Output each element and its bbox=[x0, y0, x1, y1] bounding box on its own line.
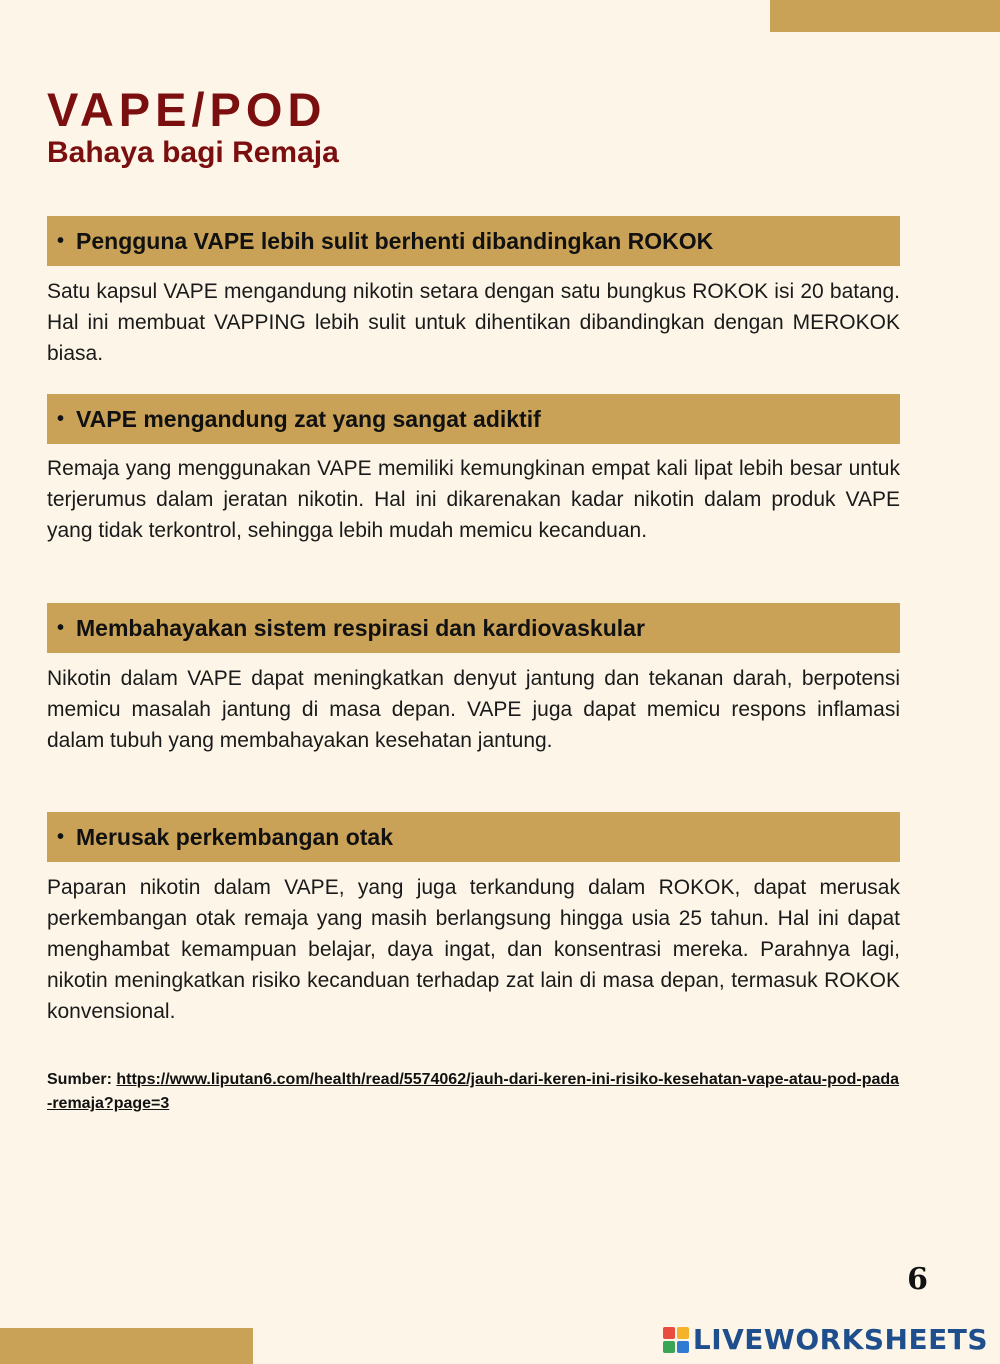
page-number: 6 bbox=[907, 1262, 928, 1297]
section-heading: VAPE mengandung zat yang sangat adiktif bbox=[76, 405, 541, 432]
section-heading: Merusak perkembangan otak bbox=[76, 823, 394, 850]
bullet-icon: • bbox=[57, 407, 65, 430]
section-header-1 bbox=[47, 216, 900, 266]
page-title: VAPE/POD bbox=[47, 83, 327, 136]
bullet-icon: • bbox=[57, 229, 65, 252]
section-heading: Membahayakan sistem respirasi dan kardiovaskular bbox=[76, 614, 645, 641]
section-body-3: Nikotin dalam VAPE dapat meningkatkan denyut jantung dan tekanan darah, berpotensi memicu masalah jantung di masa depan. VAPE juga dapat memicu respons inflamasi dalam tubuh yang membahayakan kesehatan jantung. bbox=[47, 667, 900, 752]
section-header-4 bbox=[47, 812, 900, 862]
source-label: Sumber: bbox=[47, 1071, 112, 1088]
bullet-icon: • bbox=[57, 616, 65, 639]
top-corner-bar bbox=[770, 0, 1000, 32]
page-subtitle: Bahaya bagi Remaja bbox=[47, 136, 339, 169]
bottom-corner-bar bbox=[0, 1328, 253, 1364]
brand-name: LIVEWORKSHEETS bbox=[692, 1323, 988, 1356]
section-header-3 bbox=[47, 603, 900, 653]
title-block bbox=[47, 84, 339, 170]
liveworksheets-icon bbox=[663, 1327, 689, 1353]
source-citation bbox=[47, 1068, 900, 1116]
section-body-4: Paparan nikotin dalam VAPE, yang juga terkandung dalam ROKOK, dapat merusak perkembangan otak remaja yang masih berlangsung hingga usia 25 tahun. Hal ini dapat menghambat kemampuan belajar, daya ingat, dan konsentrasi mereka. Parahnya lagi, nikotin meningkatkan risiko kecanduan terhadap zat lain di masa depan, termasuk ROKOK konvensional. bbox=[47, 876, 900, 1023]
section-body-1: Satu kapsul VAPE mengandung nikotin setara dengan satu bungkus ROKOK isi 20 batang. Hal ini membuat VAPPING lebih sulit untuk dihentikan dibandingkan dengan MEROKOK biasa. bbox=[47, 280, 900, 365]
liveworksheets-logo[interactable] bbox=[663, 1323, 988, 1356]
section-heading: Pengguna VAPE lebih sulit berhenti dibandingkan ROKOK bbox=[76, 227, 714, 254]
section-header-2 bbox=[47, 394, 900, 444]
section-body-2: Remaja yang menggunakan VAPE memiliki kemungkinan empat kali lipat lebih besar untuk terjerumus dalam jeratan nikotin. Hal ini dikarenakan kadar nikotin dalam produk VAPE yang tidak terkontrol, sehingga lebih mudah memicu kecanduan. bbox=[47, 457, 900, 542]
bullet-icon: • bbox=[57, 825, 65, 848]
source-link[interactable]: https://www.liputan6.com/health/read/5574062/jauh-dari-keren-ini-risiko-kesehatan-vape-atau-pod-pada-remaja?page=3 bbox=[47, 1071, 900, 1112]
